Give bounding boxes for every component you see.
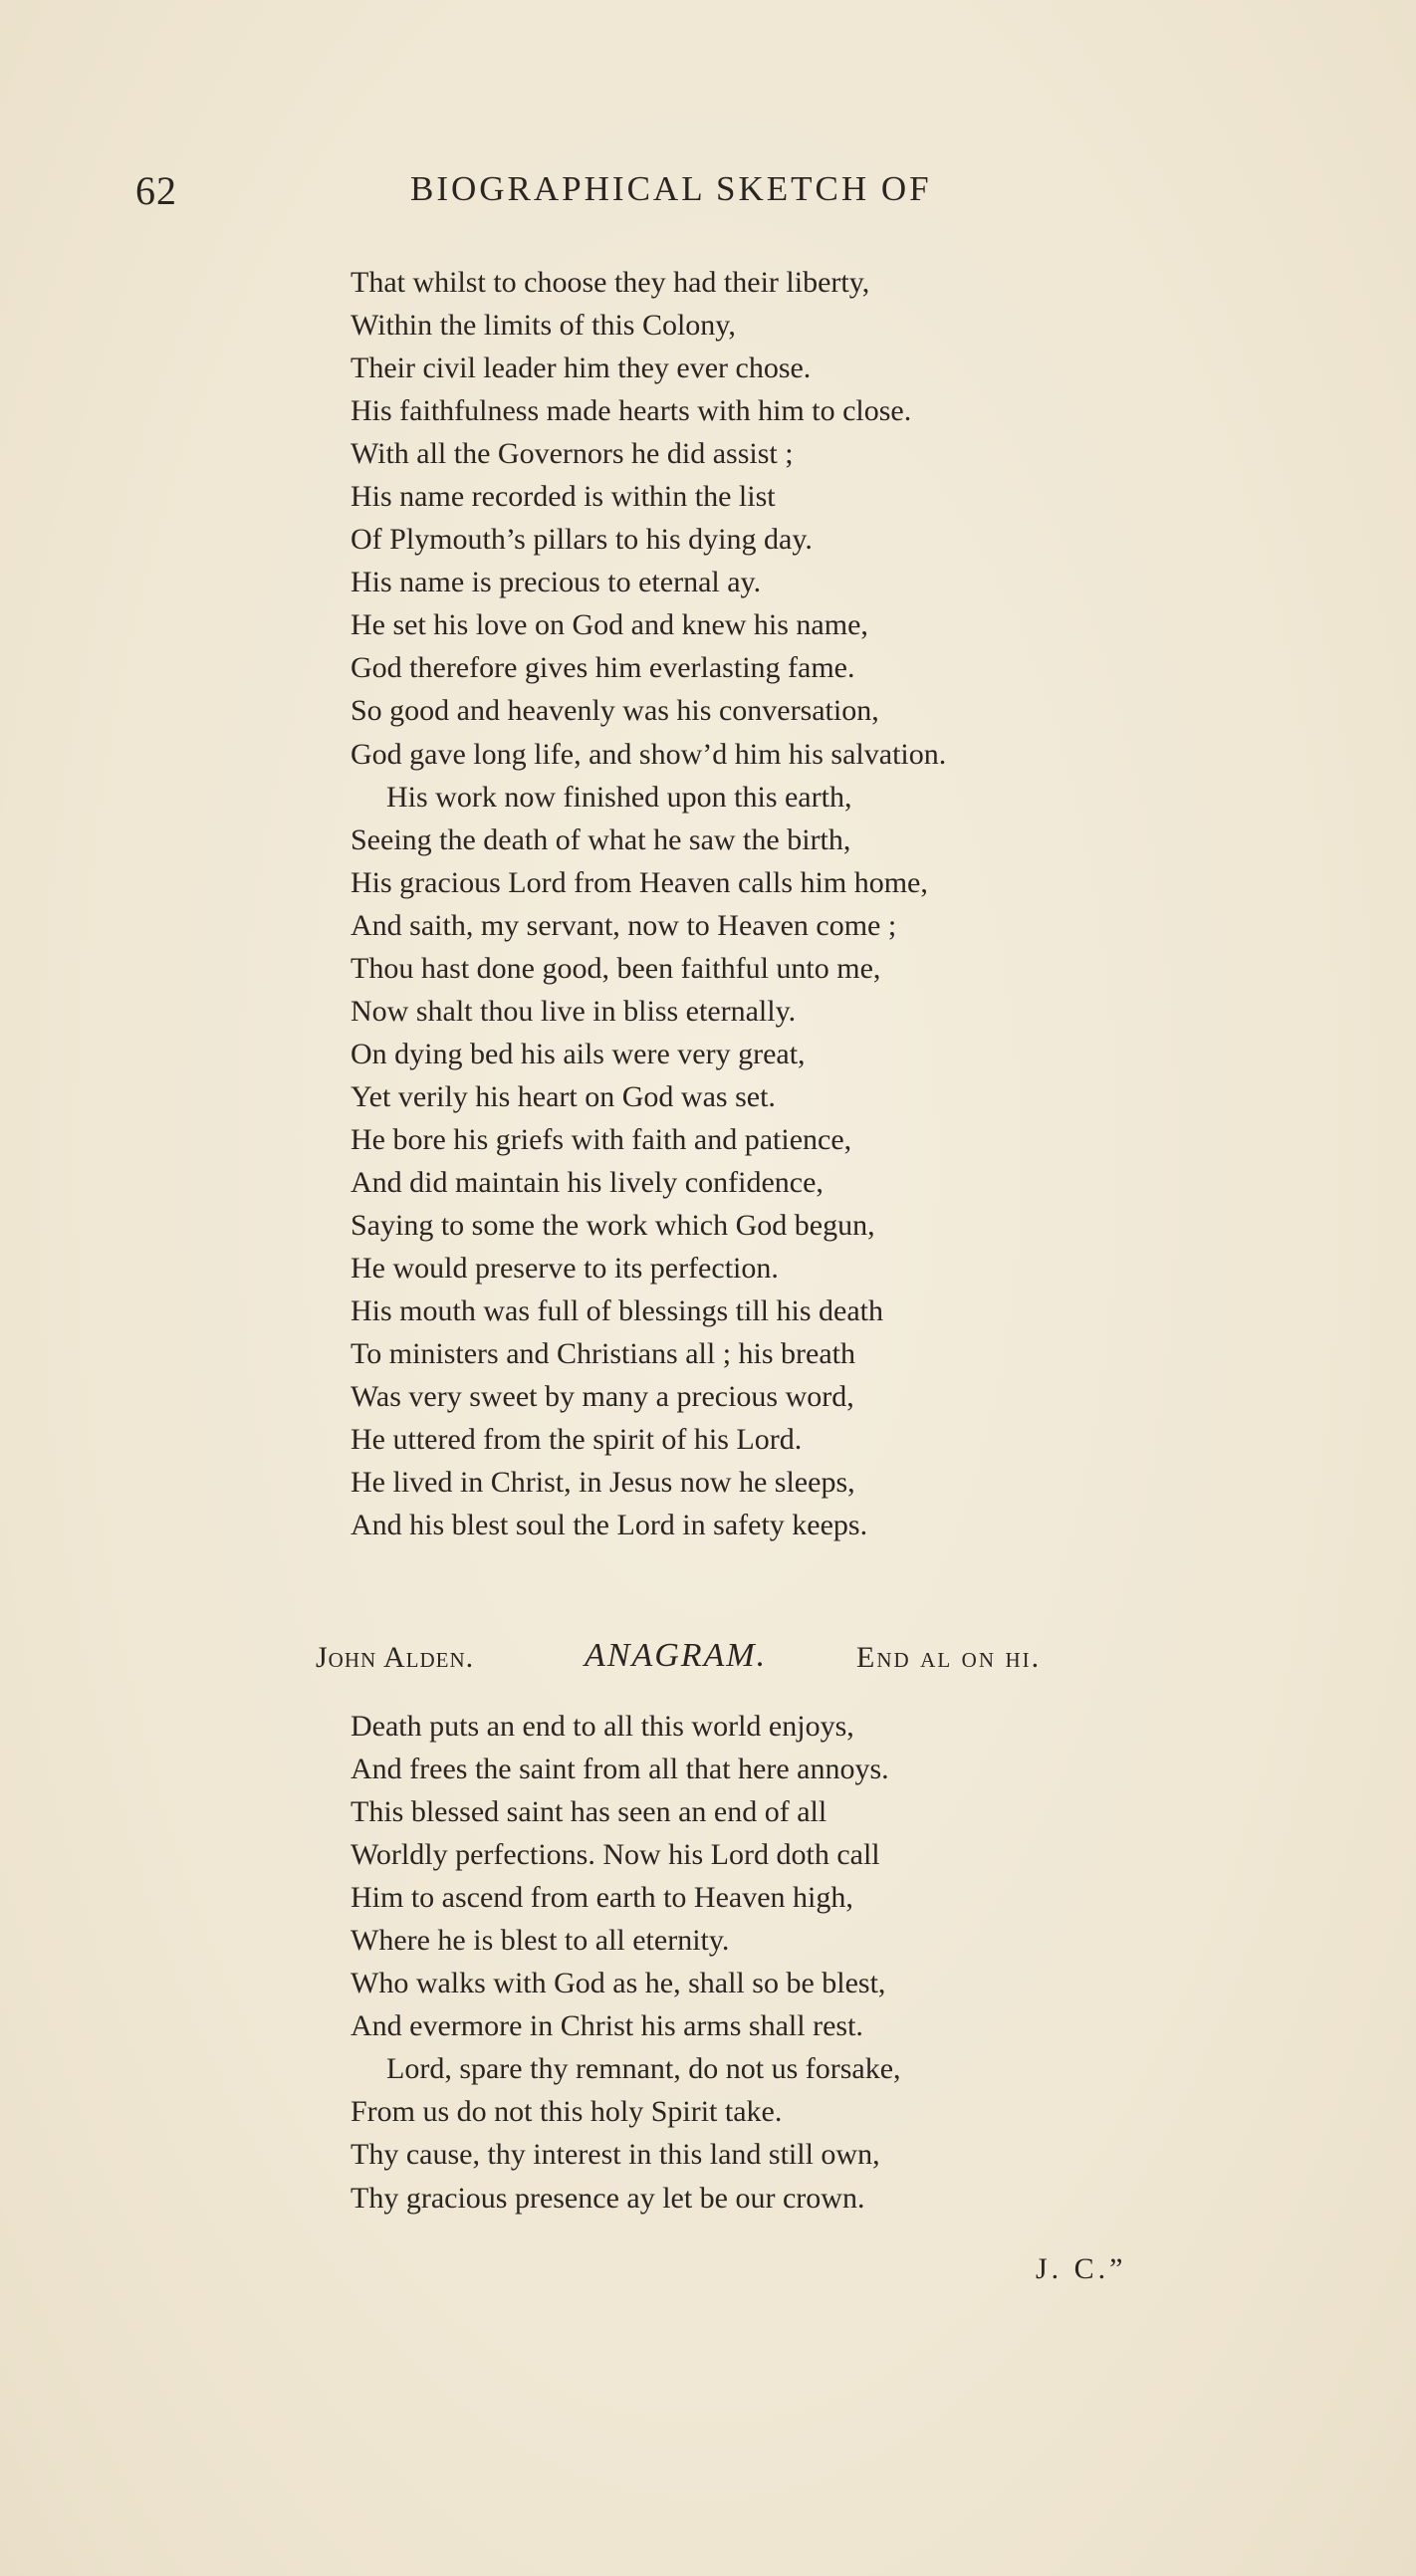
- poem-line: His faithfulness made hearts with him to close.: [351, 394, 912, 428]
- poem-line: Thy cause, thy interest in this land still own,: [351, 2138, 880, 2172]
- anagram-name: John Alden.: [316, 1641, 475, 1674]
- poem-stanza-two: [351, 1705, 901, 2220]
- poem-line: Where he is blest to all eternity.: [351, 1924, 730, 1958]
- poem-line: His name recorded is within the list: [351, 480, 776, 514]
- poem-line: Saying to some the work which God begun,: [351, 1209, 875, 1243]
- poem-line: God gave long life, and show’d him his salvation.: [351, 737, 947, 771]
- poem-line: That whilst to choose they had their liberty,: [351, 266, 870, 299]
- poem-line: His name is precious to eternal ay.: [351, 566, 762, 599]
- signature: J. C.”: [1036, 2252, 1127, 2285]
- poem-line: And did maintain his lively confidence,: [351, 1165, 824, 1199]
- poem-line: Thy gracious presence ay let be our crown.: [351, 2181, 865, 2215]
- poem-line: And saith, my servant, now to Heaven come ;: [351, 908, 897, 942]
- anagram-heading: [0, 1633, 1416, 1683]
- page-header: [0, 167, 1416, 217]
- poem-line: His mouth was full of blessings till his death: [351, 1294, 883, 1328]
- poem-line: This blessed saint has seen an end of all: [351, 1795, 827, 1829]
- anagram-result: End al on hi.: [856, 1641, 1042, 1674]
- poem-line: He bore his griefs with faith and patience,: [351, 1122, 852, 1156]
- poem-line: Seeing the death of what he saw the birth,: [351, 822, 851, 856]
- poem-line: Who walks with God as he, shall so be blest,: [351, 1967, 886, 2000]
- poem-line: And his blest soul the Lord in safety keeps.: [351, 1509, 868, 1542]
- poem-line: Of Plymouth’s pillars to his dying day.: [351, 523, 813, 557]
- poem-line: So good and heavenly was his conversation,: [351, 694, 879, 728]
- poem-line: He uttered from the spirit of his Lord.: [351, 1423, 803, 1457]
- poem-line: Yet verily his heart on God was set.: [351, 1079, 776, 1113]
- page-number: 62: [135, 168, 177, 213]
- poem-stanza-one: [351, 261, 946, 1546]
- poem-line: From us do not this holy Spirit take.: [351, 2095, 783, 2129]
- poem-line: Now shalt thou live in bliss eternally.: [351, 994, 797, 1028]
- poem-line: His work now finished upon this earth,: [386, 780, 852, 814]
- poem-line: And frees the saint from all that here annoys.: [351, 1753, 889, 1786]
- poem-line: He set his love on God and knew his name,: [351, 608, 868, 642]
- poem-line: And evermore in Christ his arms shall rest.: [351, 2009, 863, 2043]
- poem-line: He would preserve to its perfection.: [351, 1252, 779, 1286]
- poem-line: Their civil leader him they ever chose.: [351, 351, 812, 385]
- poem-line: On dying bed his ails were very great,: [351, 1037, 806, 1070]
- poem-line: Death puts an end to all this world enjoys,: [351, 1710, 854, 1743]
- poem-line: Lord, spare thy remnant, do not us forsake,: [386, 2052, 901, 2086]
- poem-line: To ministers and Christians all ; his breath: [351, 1337, 855, 1371]
- poem-line: Within the limits of this Colony,: [351, 309, 736, 343]
- poem-line: God therefore gives him everlasting fame.: [351, 651, 855, 685]
- poem-line: Worldly perfections. Now his Lord doth call: [351, 1838, 880, 1872]
- running-title: BIOGRAPHICAL SKETCH OF: [410, 169, 932, 208]
- poem-line: He lived in Christ, in Jesus now he sleeps,: [351, 1466, 855, 1500]
- poem-line: Was very sweet by many a precious word,: [351, 1380, 854, 1414]
- poem-line: Thou hast done good, been faithful unto me,: [351, 951, 881, 985]
- poem-line: His gracious Lord from Heaven calls him home,: [351, 865, 928, 899]
- poem-line: Him to ascend from earth to Heaven high,: [351, 1881, 853, 1915]
- poem-line: With all the Governors he did assist ;: [351, 437, 794, 471]
- anagram-title: ANAGRAM.: [585, 1637, 768, 1674]
